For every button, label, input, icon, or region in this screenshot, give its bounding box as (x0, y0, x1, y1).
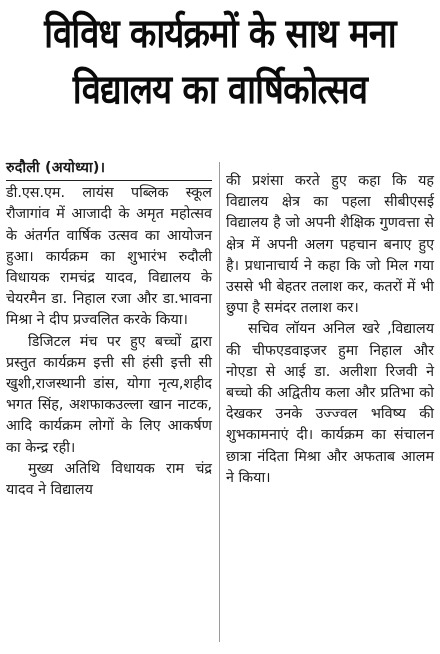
headline (31, 6, 409, 118)
dateline: रुदौली (अयोध्या)। (6, 158, 212, 181)
article-paragraph: सचिव लॉयन अनिल खरे ,विद्यालय की चीफएडवाइजर हुमा निहाल और नोएडा से आई डा. अलीशा रिजवी ने बच्चो की अद्वितीय कला और प्रतिभा को देखकर उनके उज्ज्वल भविष्य की शुभकामनाएं दी। कार्यक्रम का संचालन छात्रा नंदिता मिश्रा और अफताब आलम ने किया। (226, 321, 434, 486)
article-paragraph: की प्रशंसा करते हुए कहा कि यह विद्यालय क्षेत्र का पहला सीबीएसई विद्यालय है जो अपनी शैक्षिक गुणवत्ता से क्षेत्र में अपनी अलग पहचान बनाए हुए है। प्रधानाचार्य ने कहा कि जो मिल गया उससे भी बेहतर तलाश कर, कतरों में भी छुपा है समंदर तलाश कर। (226, 173, 434, 317)
column-divider (219, 162, 220, 642)
headline-line-1: विविध कार्यक्रमों के साथ मना (44, 11, 396, 57)
headline-line-2: विद्यालय का वार्षिकोत्सव (72, 67, 368, 113)
article-paragraph: डी.एस.एम. लायंस पब्लिक स्कूल रौजागांव में आजादी के अमृत महोत्सव के अंतर्गत वार्षिक उत्सव का आयोजन हुआ। कार्यक्रम का शुभारंभ रुदौली विधायक रामचंद्र यादव, विद्यालय के चेयरमैन डा. निहाल रजा और डा.भावना मिश्रा ने दीप प्रज्वलित करके किया। (6, 185, 212, 329)
article-column-right (226, 171, 434, 489)
article-paragraph: मुख्य अतिथि विधायक राम चंद्र यादव ने विद्यालय (6, 460, 212, 499)
article-paragraph: डिजिटल मंच पर हुए बच्चों द्वारा प्रस्तुत कार्यक्रम इत्ती सी हंसी इत्ती सी खुशी,राजस्थानी डांस, योगा नृत्य,शहीद भगत सिंह, अशफाकउल्ला खान नाटक, आदि कार्यक्रम लोगों के लिए आकर्षण का केन्द्र रही। (6, 333, 212, 456)
article-column-left (6, 158, 212, 501)
